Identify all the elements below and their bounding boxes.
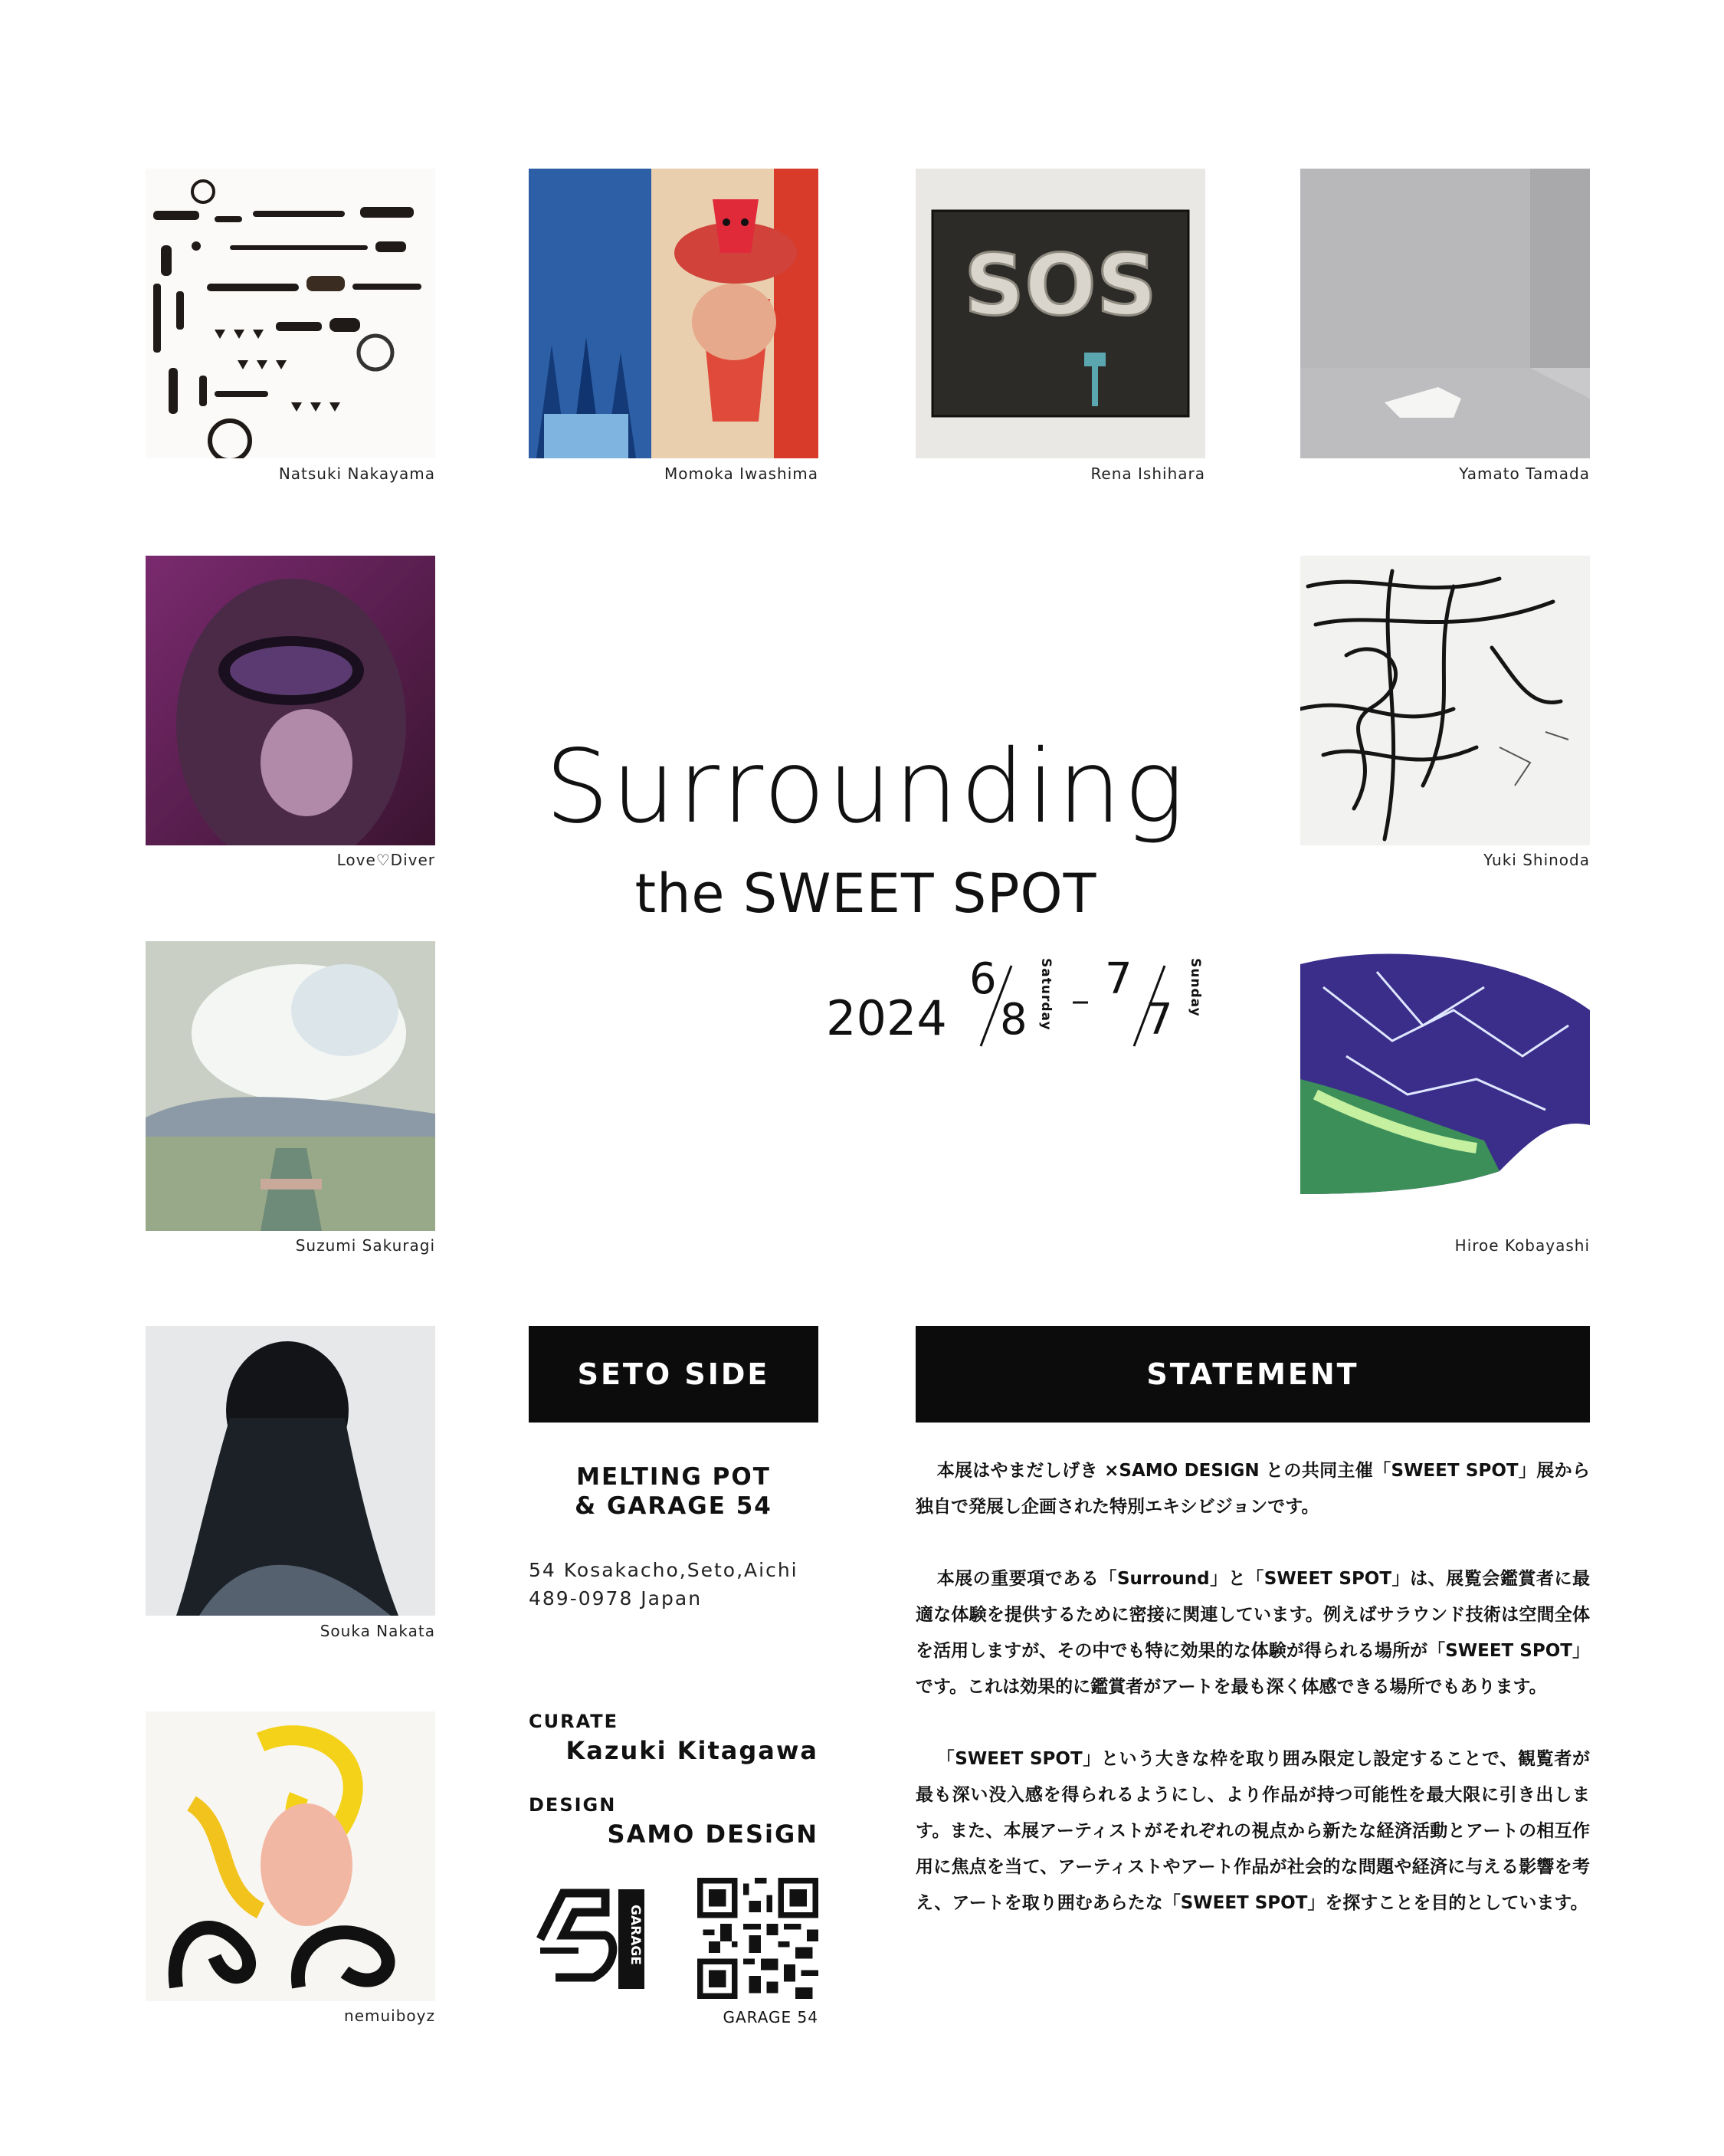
svg-text:SOS: SOS	[964, 236, 1157, 334]
statement-body	[916, 1453, 1590, 1957]
design-label: DESIGN	[529, 1794, 617, 1816]
artist-caption: Yamato Tamada	[1459, 464, 1590, 483]
artwork-hiroe-kobayashi	[1300, 941, 1590, 1231]
qr-code[interactable]	[697, 1878, 818, 1999]
seto-side-header: SETO SIDE	[529, 1326, 818, 1423]
exhibition-title: Surrounding	[545, 728, 1187, 846]
artwork-yuki-shinoda	[1300, 556, 1590, 845]
qr-caption: GARAGE 54	[723, 2008, 818, 2026]
artist-caption: Hiroe Kobayashi	[1454, 1236, 1590, 1255]
artwork-nemuiboyz	[146, 1711, 435, 2001]
date-year: 2024	[826, 990, 947, 1046]
end-weekday: Sunday	[1188, 958, 1203, 1017]
statement-header: STATEMENT	[916, 1326, 1590, 1423]
artwork-souka-nakata	[146, 1326, 435, 1616]
artwork-love-diver	[146, 556, 435, 845]
statement-paragraph: 「SWEET SPOT」という大きな枠を取り囲み限定し設定することで、観覧者が最も深い没入感を得られるようにし、より作品が持つ可能性を最大限に引き出します。また、本展アーティストがそれぞれの視点から新たな経済活動とアートの相互作用に焦点を当て、アーティストやアート作品が社会的な問題や経済に与える影響を考え、アートを取り囲むあらたな「SWEET SPOT」を探すことを目的としています。	[916, 1749, 1590, 1913]
exhibition-subtitle: the SWEET SPOT	[634, 862, 1097, 925]
venue-address: 54 Kosakacho,Seto,Aichi 489-0978 Japan	[529, 1559, 798, 1610]
curate-name: Kazuki Kitagawa	[565, 1736, 818, 1765]
artist-caption: Love♡Diver	[336, 851, 435, 869]
artwork-suzumi-sakuragi	[146, 941, 435, 1231]
artist-caption: nemuiboyz	[344, 2007, 435, 2025]
artist-caption: Souka Nakata	[320, 1622, 435, 1640]
artist-caption: Momoka Iwashima	[664, 464, 818, 483]
start-month: 6	[969, 954, 997, 1004]
artwork-natsuki-nakayama	[146, 169, 435, 458]
artwork-momoka-iwashima	[529, 169, 818, 458]
artist-caption: Yuki Shinoda	[1483, 851, 1590, 869]
svg-text:GARAGE: GARAGE	[628, 1905, 643, 1965]
artist-caption: Suzumi Sakuragi	[295, 1236, 435, 1255]
exhibition-dates	[820, 950, 1234, 1058]
end-month: 7	[1105, 954, 1132, 1004]
artwork-rena-ishihara	[916, 169, 1205, 458]
curate-label: CURATE	[529, 1711, 619, 1732]
statement-paragraph: 本展の重要項である「Surround」と「SWEET SPOT」は、展覧会鑑賞者に最適な体験を提供するために密接に関連しています。例えばサラウンド技術は空間全体を活用しますが、その中でも特に効果的な体験が得られる場所が「SWEET SPOT」です。これは効果的に鑑賞者がアートを最も深く体感できる場所でもあります。	[916, 1569, 1590, 1697]
venue-name: MELTING POT & GARAGE 54	[575, 1463, 772, 1520]
start-weekday: Saturday	[1038, 958, 1054, 1031]
end-day: 7	[1146, 995, 1173, 1045]
start-day: 8	[1000, 995, 1028, 1045]
statement-paragraph: 本展はやまだしげき ×SAMO DESIGN との共同主催「SWEET SPOT」展から独自で発展し企画された特別エキシビジョンです。	[916, 1461, 1590, 1517]
garage54-logo	[533, 1882, 647, 1997]
artist-caption: Rena Ishihara	[1090, 464, 1205, 483]
artwork-yamato-tamada	[1300, 169, 1590, 458]
artist-caption: Natsuki Nakayama	[278, 464, 435, 483]
design-name: SAMO DESiGN	[607, 1820, 818, 1849]
